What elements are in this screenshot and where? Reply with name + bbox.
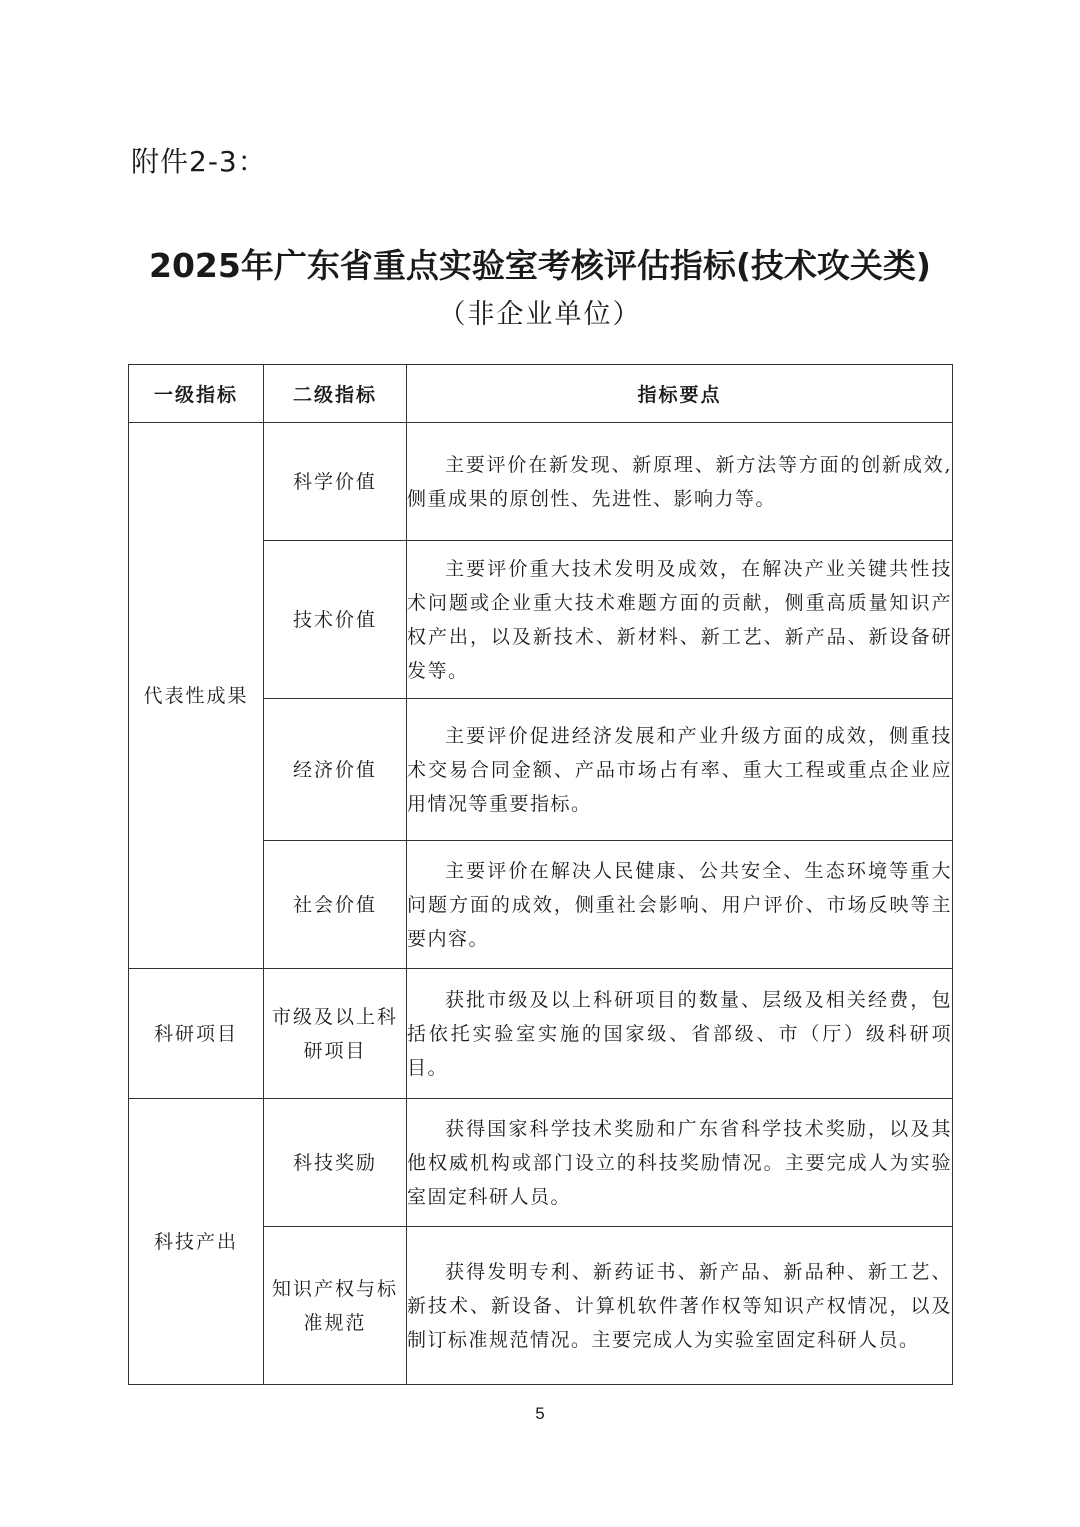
points-text: 获批市级及以上科研项目的数量、层级及相关经费，包括依托实验室实施的国家级、省部级、市（厅）级科研项目。 xyxy=(407,988,952,1079)
table-row xyxy=(129,969,953,1099)
level2-cell: 技术价值 xyxy=(264,541,407,699)
points-text: 获得发明专利、新药证书、新产品、新品种、新工艺、新技术、新设备、计算机软件著作权等知识产权情况，以及制订标准规范情况。主要完成人为实验室固定科研人员。 xyxy=(407,1260,952,1351)
points-cell xyxy=(407,841,953,969)
header-points: 指标要点 xyxy=(407,365,953,423)
points-text: 主要评价促进经济发展和产业升级方面的成效，侧重技术交易合同金额、产品市场占有率、重大工程或重点企业应用情况等重要指标。 xyxy=(407,724,952,815)
level2-cell: 知识产权与标准规范 xyxy=(264,1227,407,1385)
document-subtitle: （非企业单位） xyxy=(438,299,642,330)
points-cell xyxy=(407,699,953,841)
table-header-row xyxy=(129,365,953,423)
level2-cell: 经济价值 xyxy=(264,699,407,841)
level1-cell: 科技产出 xyxy=(129,1099,264,1385)
level1-cell: 代表性成果 xyxy=(129,423,264,969)
points-cell xyxy=(407,541,953,699)
points-cell xyxy=(407,969,953,1099)
points-cell xyxy=(407,1227,953,1385)
indicator-table xyxy=(128,364,953,1385)
points-text: 获得国家科学技术奖励和广东省科学技术奖励，以及其他权威机构或部门设立的科技奖励情况。主要完成人为实验室固定科研人员。 xyxy=(407,1117,952,1208)
table-row xyxy=(129,423,953,541)
points-text: 主要评价在解决人民健康、公共安全、生态环境等重大问题方面的成效，侧重社会影响、用户评价、市场反映等主要内容。 xyxy=(407,859,952,950)
level2-cell: 社会价值 xyxy=(264,841,407,969)
points-text: 主要评价重大技术发明及成效，在解决产业关键共性技术问题或企业重大技术难题方面的贡献，侧重高质量知识产权产出，以及新技术、新材料、新工艺、新产品、新设备研发等。 xyxy=(407,557,952,682)
level2-cell: 科技奖励 xyxy=(264,1099,407,1227)
points-text: 主要评价在新发现、新原理、新方法等方面的创新成效,侧重成果的原创性、先进性、影响力等。 xyxy=(407,453,952,510)
points-cell xyxy=(407,423,953,541)
points-cell xyxy=(407,1099,953,1227)
level2-cell: 市级及以上科研项目 xyxy=(264,969,407,1099)
attachment-label: 附件2-3： xyxy=(131,145,267,178)
header-level1: 一级指标 xyxy=(129,365,264,423)
page-number: 5 xyxy=(535,1404,545,1423)
level2-cell: 科学价值 xyxy=(264,423,407,541)
document-title: 2025年广东省重点实验室考核评估指标(技术攻关类) xyxy=(148,246,931,285)
level1-cell: 科研项目 xyxy=(129,969,264,1099)
header-level2: 二级指标 xyxy=(264,365,407,423)
table-row xyxy=(129,1099,953,1227)
